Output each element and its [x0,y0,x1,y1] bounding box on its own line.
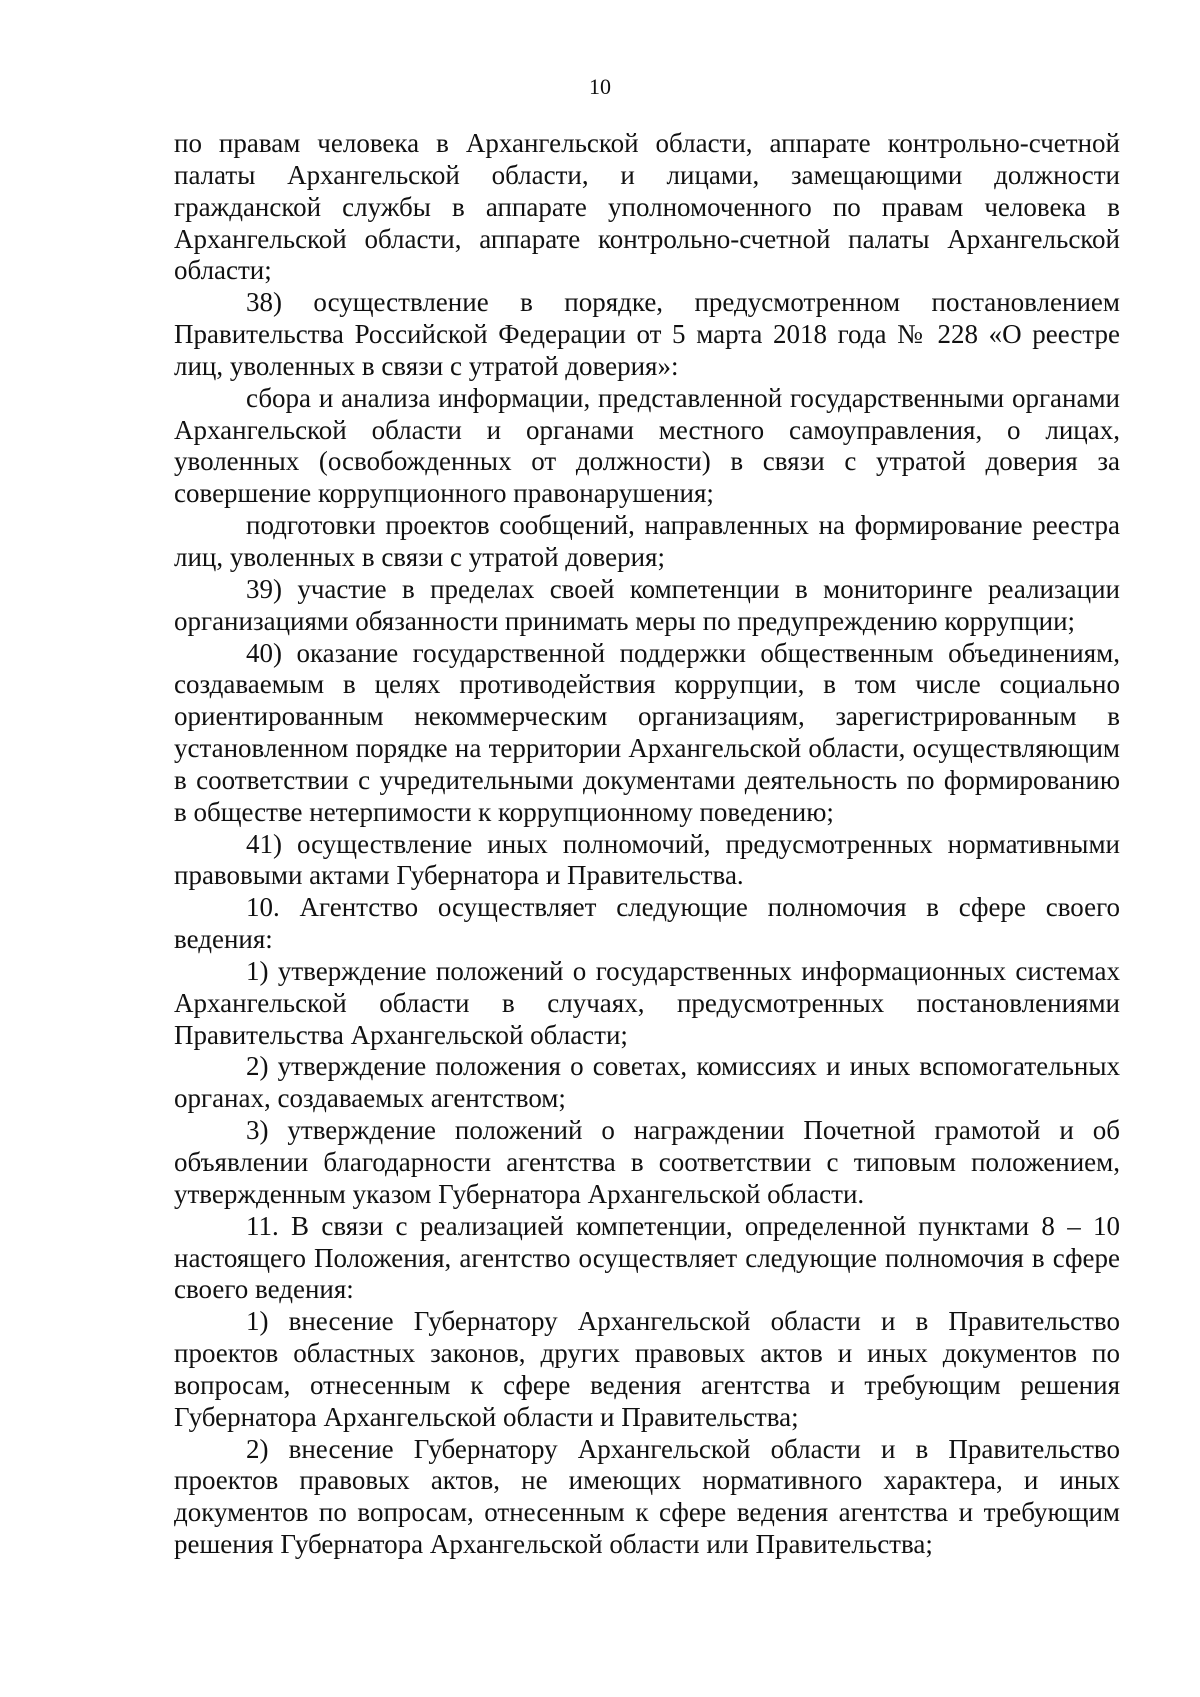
paragraph-item-39: 39) участие в пределах своей компетенции в мониторинге реализации организациями обязанности принимать меры по предупреждению коррупции; [174,573,1120,636]
paragraph-item-41: 41) осуществление иных полномочий, предусмотренных нормативными правовыми актами Губернатора и Правительства. [174,828,1120,891]
paragraph-section-11-item-2: 2) внесение Губернатору Архангельской области и в Правительство проектов правовых актов, не имеющих нормативного характера, и иных документов по вопросам, отнесенным к сфере ведения агентства и требующим решения Губернатора Архангельской области или Правительства; [174,1433,1120,1560]
paragraph-item-40: 40) оказание государственной поддержки общественным объединениям, создаваемым в целях противодействия коррупции, в том числе социально ориентированным некоммерческим организациям, зарегистрированным в установленном порядке на территории Архангельской области, осуществляющим в соответствии с учредительными документами деятельность по формированию в обществе нетерпимости к коррупционному поведению; [174,637,1120,827]
page-number: 10 [589,74,611,99]
paragraph-item-38: 38) осуществление в порядке, предусмотренном постановлением Правительства Российской Федерации от 5 марта 2018 года № 228 «О реестре лиц, уволенных в связи с утратой доверия»: [174,287,1120,381]
paragraph-section-11: 11. В связи с реализацией компетенции, определенной пунктами 8 – 10 настоящего Положения, агентство осуществляет следующие полномочия в сфере своего ведения: [174,1210,1120,1305]
paragraph-item-38-sub-2: подготовки проектов сообщений, направленных на формирование реестра лиц, уволенных в связи с утратой доверия; [174,510,1120,572]
paragraph-section-10-item-2: 2) утверждение положения о советах, комиссиях и иных вспомогательных органах, создаваемых агентством; [174,1051,1120,1114]
paragraph-section-11-item-1: 1) внесение Губернатору Архангельской области и в Правительство проектов областных законов, других правовых актов и иных документов по вопросам, отнесенным к сфере ведения агентства и требующим решения Губернатора Архангельской области и Правительства; [174,1306,1120,1432]
paragraph-item-38-sub-1: сбора и анализа информации, представленной государственными органами Архангельской области и органами местного самоуправления, о лицах, уволенных (освобожденных от должности) в связи с утратой доверия за совершение коррупционного правонарушения; [174,382,1120,509]
paragraph-section-10-item-1: 1) утверждение положений о государственных информационных системах Архангельской области в случаях, предусмотренных постановлениями Правительства Архангельской области; [174,955,1120,1050]
document-body [174,128,1120,1561]
paragraph-section-10: 10. Агентство осуществляет следующие полномочия в сфере своего ведения: [174,892,1120,955]
paragraph-section-10-item-3: 3) утверждение положений о награждении Почетной грамотой и об объявлении благодарности агентства в соответствии с типовым положением, утвержденным указом Губернатора Архангельской области. [174,1115,1120,1209]
paragraph-continuation: по правам человека в Архангельской области, аппарате контрольно-счетной палаты Архангельской области, и лицами, замещающими должности гражданской службы в аппарате уполномоченного по правам человека в Архангельской области, аппарате контрольно-счетной палаты Архангельской области; [174,128,1120,286]
